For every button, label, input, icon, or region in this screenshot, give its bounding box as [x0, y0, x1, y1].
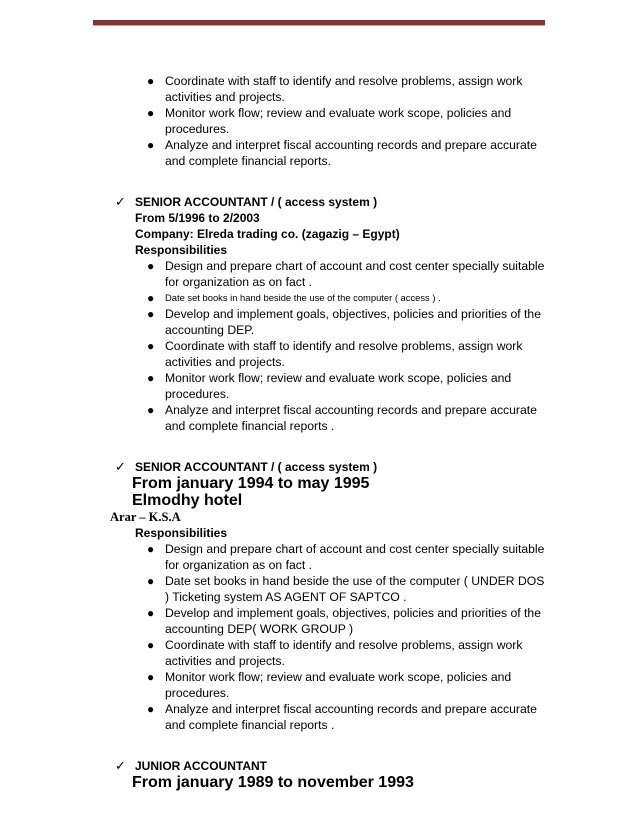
job-section-2 [0, 459, 638, 733]
list-item: ● Coordinate with staff to identify and resolve problems, assign work activities and projects. [147, 74, 523, 104]
bullet-icon: ● [147, 574, 155, 588]
bullet-icon: ● [147, 403, 155, 417]
bullet-icon: ● [147, 74, 155, 88]
responsibilities-label: Responsibilities [135, 243, 228, 257]
list-item: ● Design and prepare chart of account and cost center specially suitable for organization as on fact . [147, 542, 545, 572]
job-section-1 [0, 194, 638, 434]
list-item: ● Coordinate with staff to identify and resolve problems, assign work activities and projects. [147, 339, 523, 369]
bullet-icon: ● [147, 670, 155, 684]
bullet-icon: ● [147, 542, 155, 556]
intro-bullet-list [0, 73, 638, 169]
list-item: ● Analyze and interpret fiscal accounting records and prepare accurate and complete financial reports. [147, 138, 537, 168]
company-name: Company: Elreda trading co. (zagazig – Egypt) [135, 227, 400, 241]
checkmark-icon: ✓ [115, 194, 126, 209]
responsibilities-list [0, 258, 638, 434]
list-item: ● Analyze and interpret fiscal accounting records and prepare accurate and complete financial reports . [147, 403, 537, 433]
job-period: From january 1989 to november 1993 [132, 774, 414, 791]
list-item: ● Develop and implement goals, objectives, policies and priorities of the accounting DEP( WORK GROUP ) [147, 606, 541, 636]
responsibilities-list [0, 541, 638, 733]
job-section-3 [0, 758, 638, 791]
bullet-icon: ● [147, 339, 155, 353]
job-period: From 5/1996 to 2/2003 [135, 211, 260, 225]
company-name: Elmodhy hotel [132, 492, 243, 509]
bullet-icon: ● [147, 291, 155, 305]
responsibilities-label: Responsibilities [135, 526, 228, 540]
bullet-icon: ● [147, 259, 155, 273]
job-title-line: ✓ JUNIOR ACCOUNTANT [115, 758, 267, 773]
list-item: ● Monitor work flow; review and evaluate work scope, policies and procedures. [147, 670, 512, 700]
bullet-icon: ● [147, 307, 155, 321]
job-period: From january 1994 to may 1995 [132, 475, 370, 492]
bullet-icon: ● [147, 138, 155, 152]
list-item: ● Analyze and interpret fiscal accounting records and prepare accurate and complete financial reports . [147, 702, 537, 732]
company-location: Arar – K.S.A [110, 510, 181, 524]
list-item: ● Design and prepare chart of account and cost center specially suitable for organization as on fact . [147, 259, 545, 289]
bullet-icon: ● [147, 106, 155, 120]
list-item: ● Monitor work flow; review and evaluate work scope, policies and procedures. [147, 106, 512, 136]
bullet-icon: ● [147, 702, 155, 716]
list-item: ● Monitor work flow; review and evaluate work scope, policies and procedures. [147, 371, 512, 401]
job-title-line: ✓ SENIOR ACCOUNTANT / ( access system ) [115, 194, 378, 209]
checkmark-icon: ✓ [115, 758, 126, 773]
list-item: ● Date set books in hand beside the use of the computer ( access ) . [147, 291, 441, 305]
bullet-icon: ● [147, 638, 155, 652]
list-item: ● Develop and implement goals, objectives, policies and priorities of the accounting DEP. [147, 307, 541, 337]
bullet-icon: ● [147, 606, 155, 620]
list-item: ● Coordinate with staff to identify and resolve problems, assign work activities and projects. [147, 638, 523, 668]
job-title-line: ✓ SENIOR ACCOUNTANT / ( access system ) [115, 459, 378, 474]
list-item: ● Date set books in hand beside the use of the computer ( UNDER DOS ) Ticketing system AS AGENT OF SAPTCO . [147, 574, 545, 604]
checkmark-icon: ✓ [115, 459, 126, 474]
bullet-icon: ● [147, 371, 155, 385]
